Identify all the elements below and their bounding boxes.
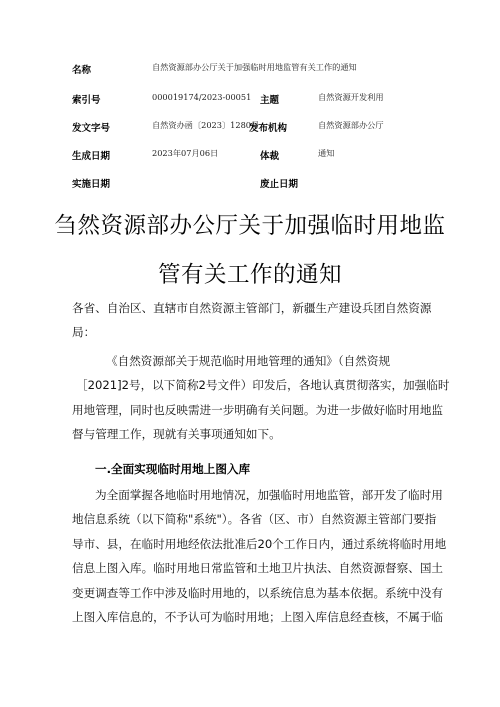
subject-value: 自然资源开发利用	[318, 92, 384, 102]
meta-row-date	[0, 148, 500, 164]
docno-label: 发文字号	[72, 123, 111, 134]
salutation-line: 局：	[72, 325, 96, 340]
date-label: 生成日期	[72, 151, 111, 162]
expire-label: 废止日期	[260, 179, 299, 190]
index-label: 索引号	[72, 95, 101, 106]
name-value: 自然资源部办公厅关于加强临时用地监管有关工作的通知	[152, 62, 357, 72]
section-1-line: 上图入库信息的，不予认可为临时用地；上图入库信息经查核，不属于临	[72, 609, 444, 624]
doc-title-line-1: 刍然资源部办公厅关于加强临时用地监	[54, 213, 446, 239]
section-1-line: 为全面掌握各地临时用地情况，加强临时用地监管，部开发了临时用	[95, 488, 443, 502]
doc-title-line-2: 管有关工作的通知	[157, 262, 342, 288]
docno-value: 自然资办函〔2023〕1280号	[152, 120, 260, 130]
section-1-heading: 一.全面实现临时用地上图入库	[95, 462, 251, 476]
section-1-body	[72, 483, 447, 629]
meta-row-impl	[0, 176, 500, 192]
genre-label: 体裁	[260, 151, 280, 162]
issuer-value: 自然资源部办公厅	[318, 120, 384, 130]
salutation	[72, 296, 432, 345]
meta-row-index	[0, 92, 500, 108]
name-label: 名称	[72, 65, 92, 76]
impl-label: 实施日期	[72, 179, 111, 190]
intro-paragraph	[72, 349, 450, 447]
date-value: 2023年07月06日	[152, 148, 219, 158]
salutation-line: 各省、自治区、直辖市自然资源主管部门，新疆生产建设兵团自然资源	[72, 301, 432, 315]
meta-row-name	[0, 62, 500, 78]
section-1-line: 变更调查等工作中涉及临时用地的，以系统信息为基本依据。系统中没有	[72, 585, 444, 600]
intro-line: 《自然资源部关于规范临时用地管理的通知》（自然资规	[106, 354, 391, 368]
intro-line: ［2021]2号，以下简称2号文件）印发后，各地认真贯彻落实，加强临时	[76, 378, 450, 393]
subject-label: 主题	[260, 95, 280, 106]
issuer-label: 发布机构	[249, 123, 288, 134]
section-1-line: 地信息系统（以下简称"系统"）。各省（区、市）自然资源主管部门要指	[72, 512, 437, 527]
genre-value: 通知	[318, 148, 335, 158]
meta-row-docno	[0, 120, 500, 136]
intro-line: 督与管理工作，现就有关事项通知如下。	[72, 427, 281, 442]
section-1-line: 信息上图入库。临时用地日常监管和土地卫片执法、自然资源督察、国土	[72, 561, 444, 576]
section-1-line: 导市、县，在临时用地经依法批准后20个工作日内，通过系统将临时用地	[72, 536, 447, 551]
intro-line: 用地管理，同时也反映需进一步明确有关问题。为进一步做好临时用地监	[72, 402, 444, 417]
index-value: 000019174/2023-00051	[152, 92, 252, 102]
